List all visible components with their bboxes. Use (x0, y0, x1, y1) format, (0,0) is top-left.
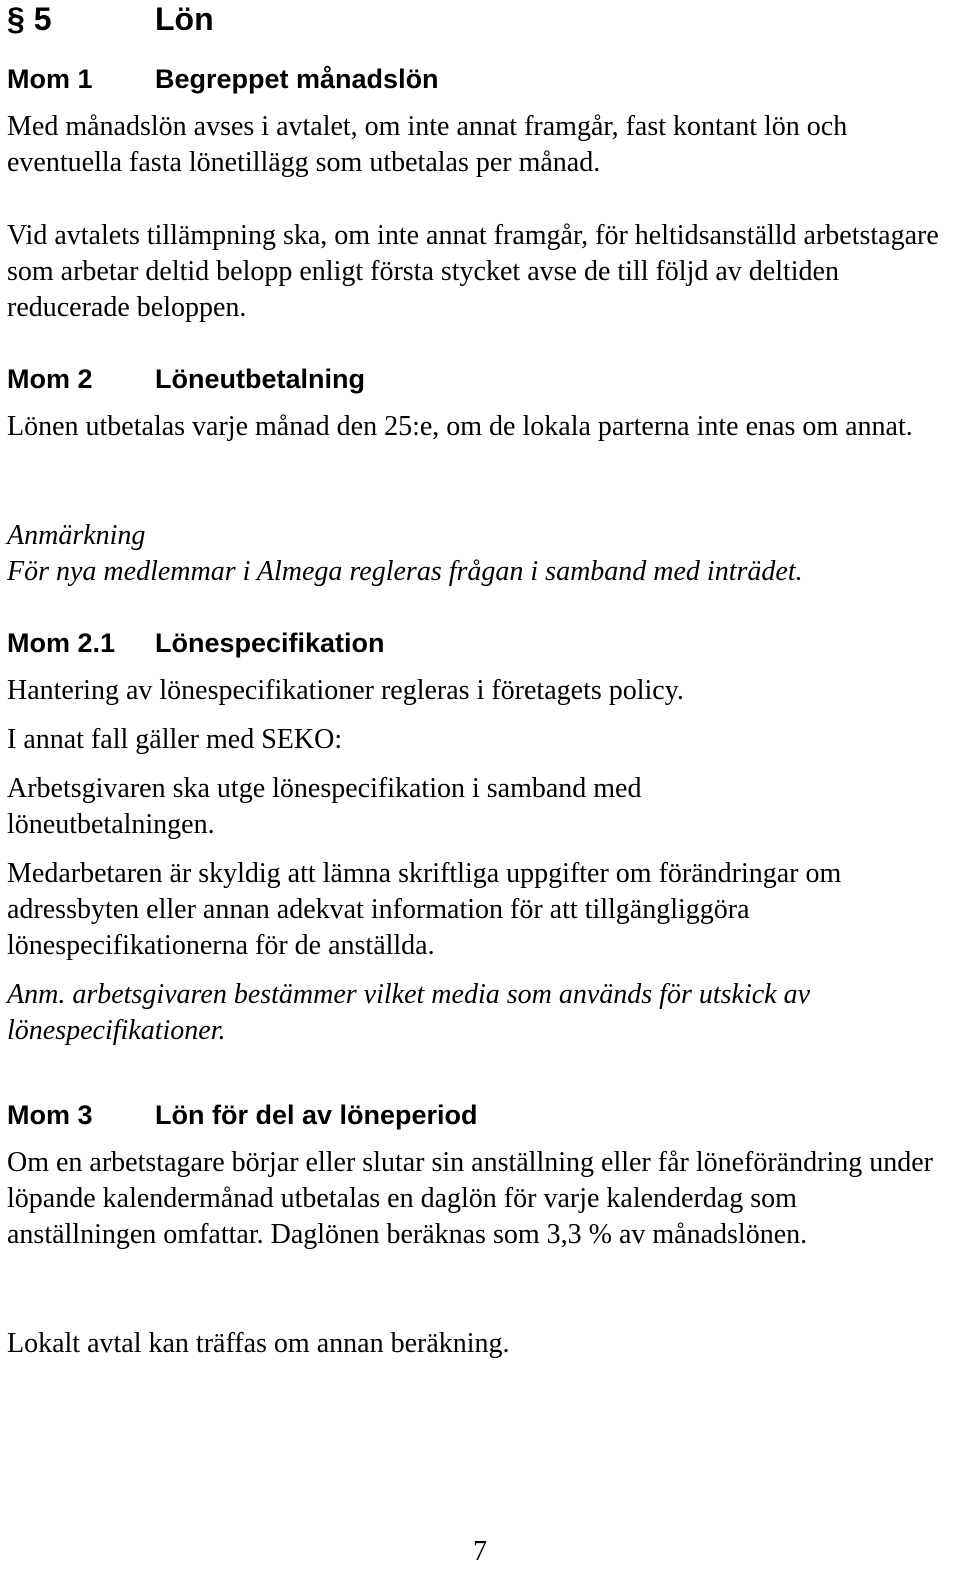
mom21-paragraph-4: Medarbetaren är skyldig att lämna skriftliga uppgifter om förändringar om adressbyten eller annan adekvat information för att tillgängliggöra lönespecifikationerna för de anställda. (7, 858, 842, 961)
mom2-paragraph-1: Lönen utbetalas varje månad den 25:e, om de lokala parterna inte enas om annat. (7, 411, 913, 442)
mom1-number: Mom 1 (7, 64, 93, 94)
page-number: 7 (473, 1536, 487, 1567)
mom2-number: Mom 2 (7, 364, 93, 394)
mom21-paragraph-3: Arbetsgivaren ska utge lönespecifikation i samband med löneutbetalningen. (7, 773, 642, 840)
mom1-title: Begreppet månadslön (155, 64, 439, 94)
mom3-paragraph-1: Om en arbetstagare börjar eller slutar sin anställning eller får löneförändring under löpande kalendermånad utbetalas en daglön för varje kalenderdag som anställningen omfattar. Daglönen beräknas som 3,3 % av månadslönen. (7, 1147, 933, 1250)
section-heading (7, 0, 214, 38)
mom1-heading (7, 63, 439, 95)
mom1-paragraph-1: Med månadslön avses i avtalet, om inte annat framgår, fast kontant lön och eventuella fasta lönetillägg som utbetalas per månad. (7, 111, 848, 178)
mom3-heading (7, 1099, 478, 1131)
section-title: Lön (155, 1, 214, 37)
mom3-title: Lön för del av löneperiod (155, 1100, 478, 1130)
mom2-note-label: Anmärkning (7, 520, 146, 551)
mom21-paragraph-1: Hantering av lönespecifikationer regleras i företagets policy. (7, 675, 684, 706)
mom2-title: Löneutbetalning (155, 364, 365, 394)
mom3-paragraph-2: Lokalt avtal kan träffas om annan beräkning. (7, 1328, 510, 1359)
mom3-number: Mom 3 (7, 1100, 93, 1130)
mom21-paragraph-2: I annat fall gäller med SEKO: (7, 724, 343, 755)
mom2-note-text: För nya medlemmar i Almega regleras frågan i samband med inträdet. (7, 556, 803, 587)
mom21-number: Mom 2.1 (7, 628, 116, 658)
section-number: § 5 (7, 1, 52, 37)
mom21-note: Anm. arbetsgivaren bestämmer vilket media som används för utskick av lönespecifikationer. (7, 979, 811, 1046)
mom1-paragraph-2: Vid avtalets tillämpning ska, om inte annat framgår, för heltidsanställd arbetstagare som arbetar deltid belopp enligt första stycket avse de till följd av deltiden reducerade beloppen. (7, 220, 939, 323)
mom2-heading (7, 363, 365, 395)
mom21-heading (7, 627, 385, 659)
mom21-title: Lönespecifikation (155, 628, 385, 658)
